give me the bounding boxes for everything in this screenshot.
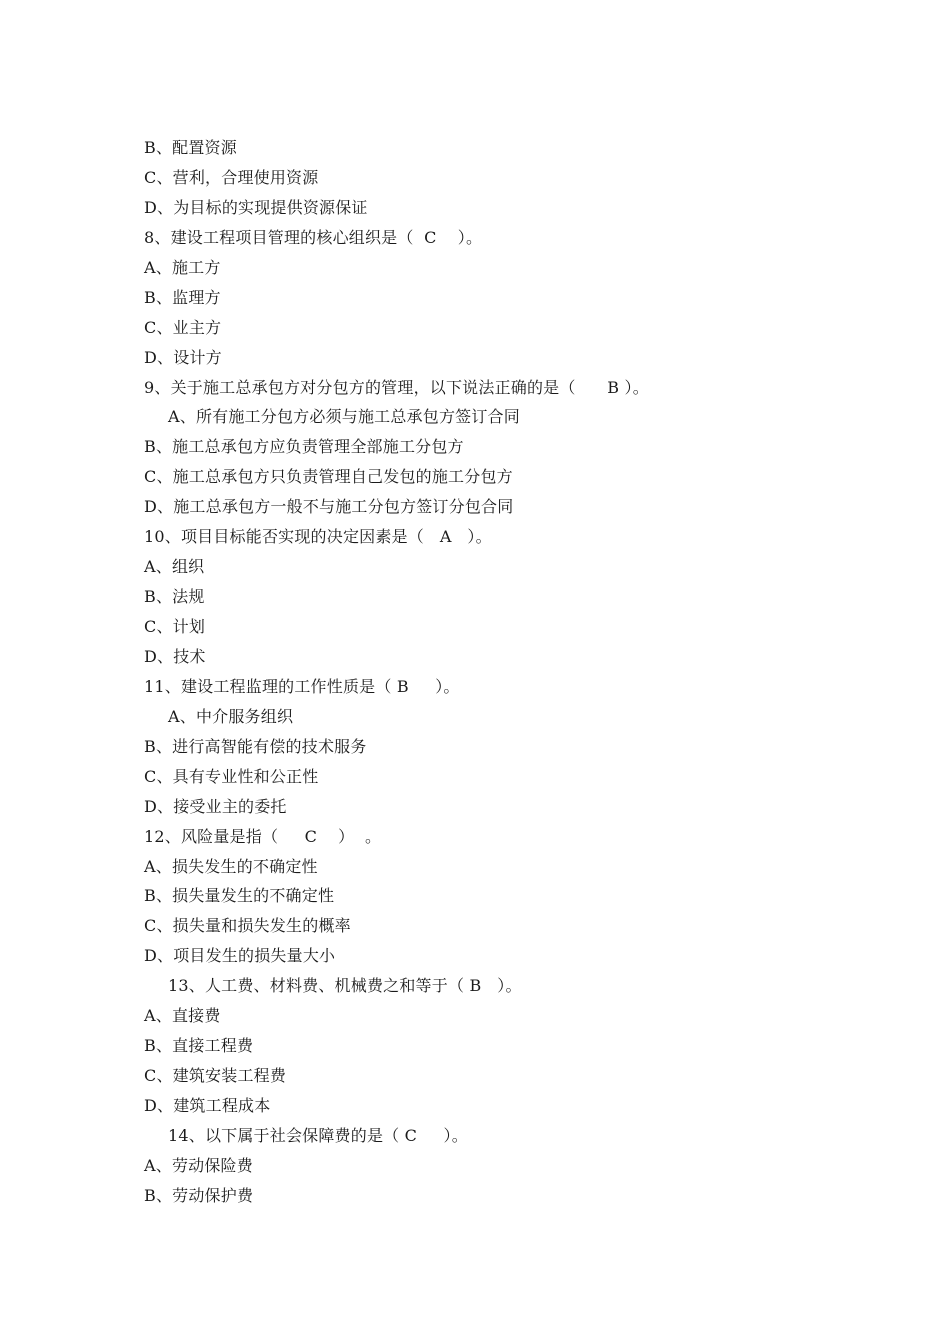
text-line: C、具有专业性和公正性 (144, 766, 319, 786)
text-line: 8、建设工程项目管理的核心组织是（ C ）。 (144, 227, 483, 247)
text-line: B、损失量发生的不确定性 (144, 886, 335, 906)
text-line: D、技术 (144, 646, 206, 666)
text-line: C、损失量和损失发生的概率 (144, 916, 351, 936)
document-body (144, 133, 844, 1211)
text-line: A、劳动保险费 (144, 1155, 253, 1175)
text-line: D、设计方 (144, 347, 222, 367)
text-line: D、建筑工程成本 (144, 1096, 271, 1115)
text-line: B、进行高智能有偿的技术服务 (144, 736, 367, 756)
text-line: C、建筑安装工程费 (144, 1066, 287, 1086)
text-line: C、业主方 (144, 317, 222, 337)
text-line: A、组织 (144, 557, 205, 577)
text-line: D、项目发生的损失量大小 (144, 946, 336, 966)
text-line: B、直接工程费 (144, 1036, 254, 1056)
text-line: D、为目标的实现提供资源保证 (144, 197, 368, 217)
text-line: 10、项目目标能否实现的决定因素是（ A ）。 (144, 527, 492, 547)
text-line: A、直接费 (144, 1006, 221, 1026)
text-line: B、劳动保护费 (144, 1185, 254, 1205)
text-line: C、计划 (144, 617, 206, 636)
text-line: A、中介服务组织 (168, 706, 294, 726)
text-line: 14、以下属于社会保障费的是（ C ）。 (168, 1125, 468, 1145)
text-line: D、接受业主的委托 (144, 796, 287, 816)
text-line: B、施工总承包方应负责管理全部施工分包方 (144, 437, 464, 457)
text-line: B、监理方 (144, 287, 221, 307)
text-line: A、施工方 (144, 257, 221, 277)
text-line: C、施工总承包方只负责管理自己发包的施工分包方 (144, 467, 513, 487)
text-line: B、法规 (144, 587, 205, 607)
text-line: A、所有施工分包方必须与施工总承包方签订合同 (168, 407, 520, 427)
text-line: 9、关于施工总承包方对分包方的管理，以下说法正确的是（ B ）。 (144, 377, 649, 397)
text-line: 13、人工费、材料费、机械费之和等于（ B ）。 (168, 976, 522, 996)
text-line: C、营利，合理使用资源 (144, 167, 319, 187)
text-line: B、配置资源 (144, 138, 237, 157)
text-line: 12、风险量是指（ C ） 。 (144, 826, 382, 846)
text-line: 11、建设工程监理的工作性质是（ B ）。 (144, 676, 460, 696)
text-line: D、施工总承包方一般不与施工分包方签订分包合同 (144, 497, 514, 517)
text-line: A、损失发生的不确定性 (144, 856, 318, 876)
